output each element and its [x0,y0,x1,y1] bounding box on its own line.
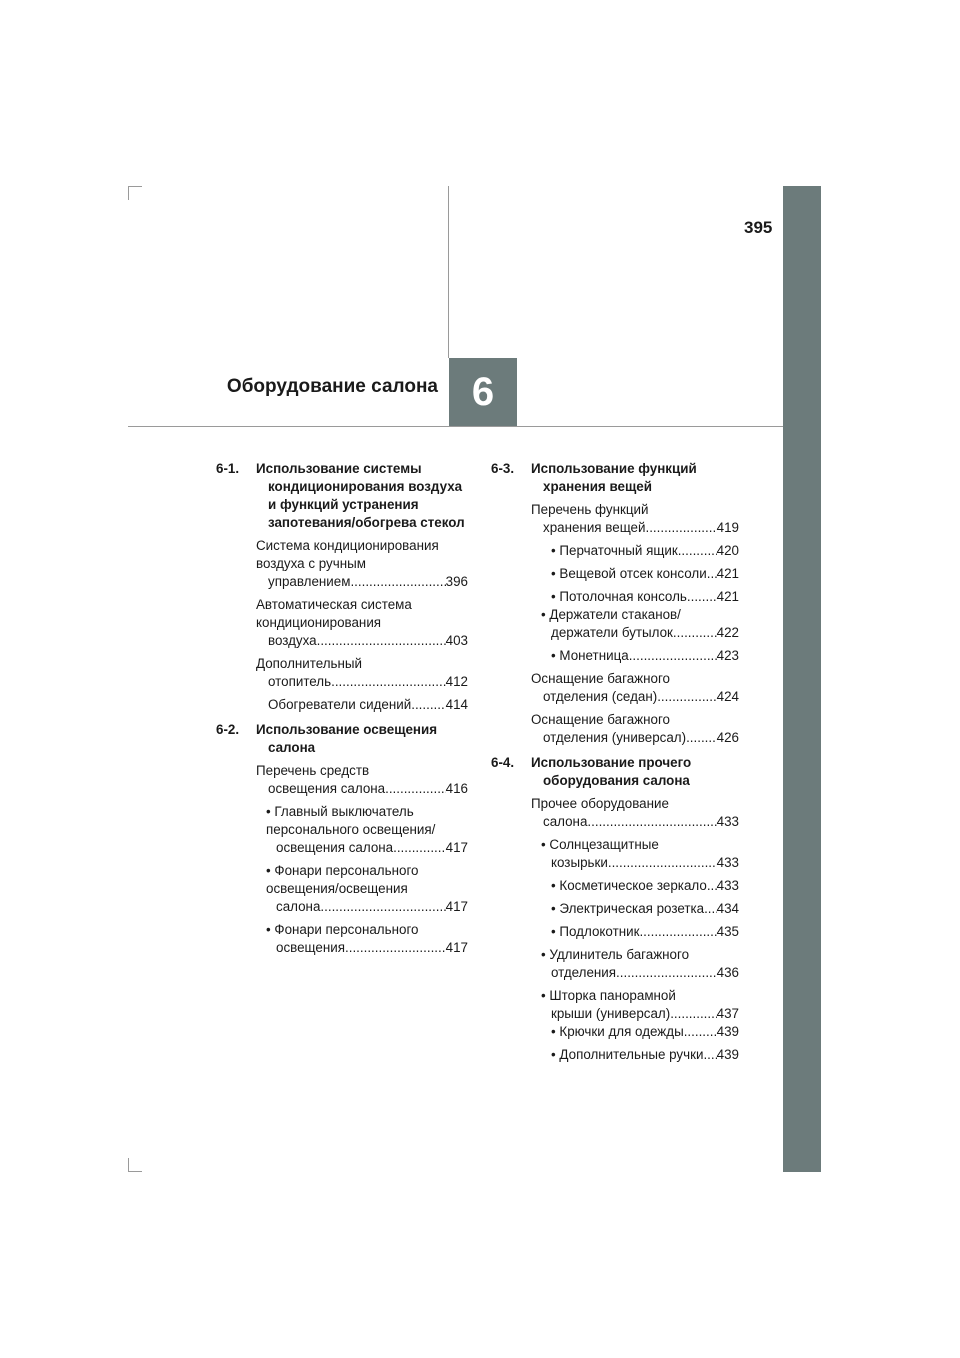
toc-entry-line [551,877,739,895]
toc-entry-text: освещения [276,940,345,955]
toc-entry-text: отопитель [268,674,332,689]
toc-entry[interactable] [541,1023,739,1041]
crop-mark-top-left-h [128,186,142,187]
toc-entry-text: освещения/освещения [266,881,408,896]
toc-entry-text: • Потолочная консоль [551,589,687,604]
page-ref[interactable]: 436 [716,965,739,980]
toc-entry-line [551,854,739,872]
toc-entry-line [268,696,468,714]
toc-entry[interactable] [541,987,739,1023]
page-ref[interactable]: 416 [445,781,468,796]
toc-entry-text: персонального освещения/ [266,822,436,837]
toc-entry-line [551,1005,739,1023]
toc-entry-text: хранения вещей [543,520,646,535]
toc-entry-line [268,632,468,650]
dot-leader [687,588,717,606]
page-ref[interactable]: 434 [716,901,739,916]
toc-entry[interactable] [531,711,739,747]
page-ref[interactable]: 420 [716,543,739,558]
page-ref[interactable]: 421 [716,566,739,581]
dot-leader [385,780,446,798]
toc-entry-line [551,900,739,918]
toc-entry-text: Обогреватели сидений [268,697,412,712]
page-ref[interactable]: 433 [716,878,739,893]
toc-column-left [216,460,468,962]
toc-entry-text: отделения (седан) [543,689,658,704]
toc-entry-line [543,813,739,831]
toc-entry[interactable] [541,946,739,982]
dot-leader [704,900,717,918]
toc-entry-line [551,565,739,583]
page-ref[interactable]: 414 [445,697,468,712]
section-heading [216,460,468,532]
dot-leader [345,939,446,957]
page-ref[interactable]: 424 [716,689,739,704]
toc-entry-line [276,839,468,857]
page-ref[interactable]: 439 [716,1024,739,1039]
dot-leader [616,964,717,982]
dot-leader [411,696,445,714]
dot-leader [703,1046,716,1064]
section-number: 6-3. [491,461,515,476]
page-ref[interactable]: 433 [716,855,739,870]
toc-entry-text: салона [276,899,321,914]
toc-entry-text: • Монетница [551,648,629,663]
toc-entry-line [551,1023,739,1041]
toc-entry[interactable] [256,762,468,798]
chapter-title: Оборудование салона [226,376,438,397]
toc-entry-text: • Крючки для одежды [551,1024,684,1039]
page-ref[interactable]: 417 [445,940,468,955]
dot-leader [608,854,717,872]
dot-leader [393,839,446,857]
toc-entry-text: воздуха с ручным [256,556,366,571]
dot-leader [678,542,717,560]
dot-leader [587,813,716,831]
toc-entry[interactable] [531,501,739,537]
toc-entry[interactable] [256,696,468,714]
page-ref[interactable]: 433 [716,814,739,829]
toc-entry-line [551,923,739,941]
toc-entry-text: салона [543,814,588,829]
section-heading [491,754,739,790]
toc-entry[interactable] [266,803,468,857]
toc-entry-text: кондиционирования [256,615,382,630]
toc-entry-text: отделения [551,965,617,980]
toc-entry-text: • Косметическое зеркало [551,878,707,893]
page-ref[interactable]: 437 [716,1006,739,1021]
toc-entry-line [551,647,739,665]
toc-entry[interactable] [541,877,739,895]
chapter-side-tab [783,186,821,1172]
toc-column-right [491,460,739,1069]
crop-mark-top-left-v [128,186,129,200]
toc-entry-text: Оснащение багажного [531,671,670,686]
toc-entry[interactable] [541,606,739,642]
toc-entry-text: • Фонари персонального [266,863,419,878]
toc-entry-text: • Вещевой отсек консоли [551,566,707,581]
page-ref[interactable]: 426 [716,730,739,745]
toc-entry-text: крыши (универсал) [551,1006,671,1021]
dot-leader [645,519,716,537]
toc-entry-text: • Перчаточный ящик [551,543,678,558]
dot-leader [670,1005,716,1023]
toc-entry-text: • Электрическая розетка [551,901,705,916]
section-number: 6-2. [216,722,240,737]
dot-leader [686,729,717,747]
toc-entry[interactable] [531,670,739,706]
toc-entry[interactable] [256,655,468,691]
toc-entry-line [543,729,739,747]
toc-entry-text: Автоматическая система [256,597,412,612]
toc-entry[interactable] [541,542,739,560]
toc-entry-text: держатели бутылок [551,625,673,640]
crop-mark-bottom-left-h [128,1171,142,1172]
toc-entry[interactable] [531,795,739,831]
dot-leader [684,1023,717,1041]
toc-entry[interactable] [541,565,739,583]
dot-leader [639,923,716,941]
toc-entry-text: освещения салона [276,840,394,855]
toc-entry-text: • Дополнительные ручки [551,1047,704,1062]
toc-entry-line [276,939,468,957]
toc-entry-line [551,542,739,560]
section-title: Использование прочего оборудования салона [531,755,692,788]
dot-leader [657,688,716,706]
toc-entry-line [268,573,468,591]
toc-entry[interactable] [541,923,739,941]
toc-entry-text: • Держатели стаканов/ [541,607,681,622]
toc-entry[interactable] [541,1046,739,1064]
dot-leader [317,632,446,650]
toc-entry-line [551,964,739,982]
page-ref[interactable]: 396 [445,574,468,589]
section-title: Использование функций хранения вещей [531,461,697,494]
toc-entry-text: отделения (универсал) [543,730,687,745]
toc-entry-text: Дополнительный [256,656,363,671]
toc-entry-text: • Удлинитель багажного [541,947,690,962]
toc-entry-line [551,588,739,606]
section-number: 6-1. [216,461,240,476]
toc-entry-text: • Главный выключатель [266,804,414,819]
section-heading [216,721,468,757]
toc-entry-text: Прочее оборудование [531,796,669,811]
toc-entry-line [543,519,739,537]
toc-entry-line [551,624,739,642]
dot-leader [707,877,717,895]
dot-leader [673,624,717,642]
dot-leader [331,673,446,691]
toc-entry-line [543,688,739,706]
toc-entry-line [268,673,468,691]
toc-entry-text: • Фонари персонального [266,922,419,937]
section-number: 6-4. [491,755,515,770]
page-ref[interactable]: 417 [445,899,468,914]
toc-entry-text: козырьки [551,855,608,870]
page-ref[interactable]: 419 [716,520,739,535]
page-ref[interactable]: 421 [716,589,739,604]
dot-leader [320,898,445,916]
toc-entry[interactable] [256,537,468,591]
page-ref[interactable]: 435 [716,924,739,939]
page-ref[interactable]: 422 [716,625,739,640]
toc-entry[interactable] [541,836,739,872]
header-vertical-rule [448,186,449,358]
toc-entry[interactable] [541,588,739,606]
section-heading [491,460,739,496]
toc-entry-text: • Солнцезащитные [541,837,659,852]
page-number: 395 [744,218,773,237]
page-ref[interactable]: 412 [445,674,468,689]
dot-leader [350,573,445,591]
crop-mark-bottom-left-v [128,1158,129,1172]
toc-entry-text: • Подлокотник [551,924,640,939]
toc-entry-text: Система кондиционирования [256,538,439,553]
toc-entry-text: управлением [268,574,351,589]
toc-entry-line [551,1046,739,1064]
dot-leader [707,565,717,583]
dot-leader [629,647,717,665]
chapter-number-box [449,358,517,426]
toc-entry-line [276,898,468,916]
toc-entry-text: Оснащение багажного [531,712,670,727]
toc-entry[interactable] [541,900,739,918]
toc-entry-text: • Шторка панорамной [541,988,676,1003]
toc-entry-line [268,780,468,798]
toc-entry-text: освещения салона [268,781,386,796]
page-ref[interactable]: 439 [716,1047,739,1062]
toc-entry[interactable] [256,596,468,650]
section-title: Использование системы кондиционирования воздуха и функций устранения запотевания/обогрева стекол [256,461,465,530]
toc-entry-text: воздуха [268,633,317,648]
toc-entry-text: Перечень функций [531,502,649,517]
header-horizontal-rule [128,426,783,427]
page-ref[interactable]: 423 [716,648,739,663]
toc-entry[interactable] [541,647,739,665]
chapter-number: 6 [471,369,495,414]
toc-entry[interactable] [266,921,468,957]
toc-entry[interactable] [266,862,468,916]
section-title: Использование освещения салона [256,722,438,755]
page-ref[interactable]: 403 [445,633,468,648]
page-ref[interactable]: 417 [445,840,468,855]
toc-entry-text: Перечень средств [256,763,370,778]
